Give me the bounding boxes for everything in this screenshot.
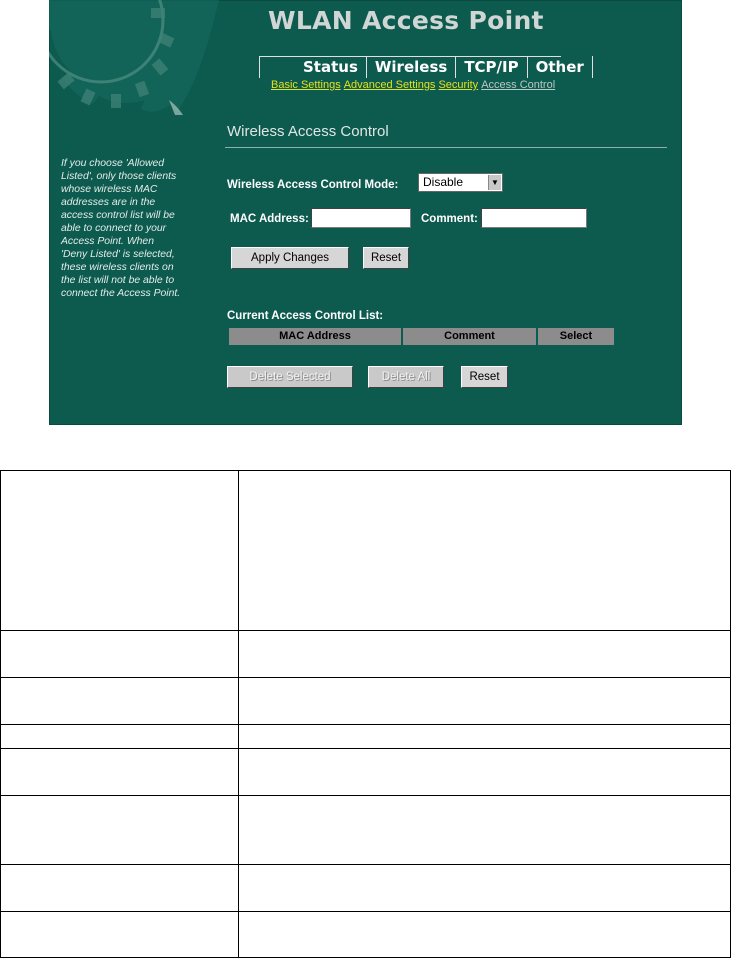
list-reset-button[interactable]: Reset bbox=[461, 366, 508, 388]
subtab-security[interactable]: Security bbox=[438, 79, 479, 91]
help-text: If you choose 'Allowed Listed', only those clients whose wireless MAC addresses are in the access control list will be able to connect to your Access Point. When 'Deny Listed' is selected, these wireless clients on the list will not be able to connect the Access Point. bbox=[61, 158, 181, 299]
title-divider bbox=[225, 147, 667, 148]
app-title: WLAN Access Point bbox=[268, 6, 544, 35]
table-row bbox=[1, 678, 731, 725]
tab-wireless[interactable]: Wireless bbox=[366, 56, 455, 78]
mode-select-value: Disable bbox=[423, 175, 464, 189]
table-row bbox=[1, 631, 731, 678]
gear-logo-icon bbox=[49, 0, 219, 115]
access-control-list-label: Current Access Control List: bbox=[227, 310, 384, 322]
comment-input[interactable] bbox=[481, 208, 587, 228]
table-row bbox=[1, 865, 731, 912]
chevron-down-icon[interactable]: ▼ bbox=[488, 175, 501, 190]
table-row bbox=[1, 749, 731, 796]
delete-selected-button[interactable]: Delete Selected bbox=[227, 366, 353, 388]
description-table bbox=[0, 470, 731, 958]
access-control-mode-select[interactable] bbox=[418, 173, 503, 192]
tab-tcpip[interactable]: TCP/IP bbox=[455, 56, 526, 78]
sub-navigation bbox=[271, 79, 558, 91]
column-comment: Comment bbox=[403, 328, 538, 345]
mac-address-label: MAC Address: bbox=[230, 213, 309, 225]
apply-changes-button[interactable]: Apply Changes bbox=[231, 247, 349, 269]
router-admin-panel bbox=[49, 0, 682, 425]
subtab-advanced-settings[interactable]: Advanced Settings bbox=[343, 79, 436, 91]
mac-address-input[interactable] bbox=[311, 208, 411, 228]
tab-other[interactable]: Other bbox=[527, 56, 593, 78]
delete-all-button[interactable]: Delete All bbox=[368, 366, 444, 388]
table-row bbox=[1, 471, 731, 631]
column-select: Select bbox=[538, 328, 614, 345]
access-control-table-header bbox=[229, 328, 614, 345]
column-mac-address: MAC Address bbox=[229, 328, 403, 345]
comment-label: Comment: bbox=[421, 213, 478, 225]
table-row bbox=[1, 796, 731, 865]
access-control-mode-label: Wireless Access Control Mode: bbox=[227, 179, 399, 191]
form-reset-button[interactable]: Reset bbox=[363, 247, 409, 269]
table-row bbox=[1, 725, 731, 749]
table-row bbox=[1, 912, 731, 958]
tab-status[interactable]: Status bbox=[259, 56, 366, 78]
subtab-basic-settings[interactable]: Basic Settings bbox=[271, 79, 341, 91]
page-title: Wireless Access Control bbox=[227, 123, 389, 140]
main-tabs bbox=[259, 56, 593, 78]
subtab-access-control[interactable]: Access Control bbox=[481, 79, 556, 91]
